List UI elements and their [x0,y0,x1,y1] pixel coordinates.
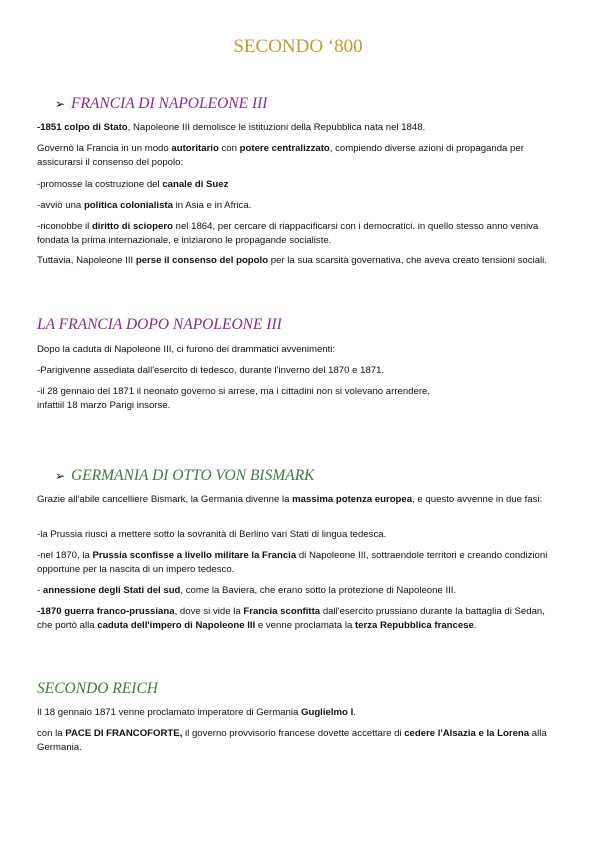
arrow-bullet-icon: ➢ [55,97,66,111]
heading-francia-napoleone: ➢ FRANCIA DI NAPOLEONE III [55,95,268,112]
paragraph: -1851 colpo di Stato, Napoleone III demolisce le istituzioni della Repubblica nata nel 1848. [37,122,426,133]
paragraph: -nel 1870, la Prussia sconfisse a livello militare la Francia di Napoleone III, sottraendole territori e creando condizioni opportune per la nascita di un impero tedesco. [37,550,548,575]
page-title: SECONDO ‘800 [233,36,363,57]
paragraph: -il 28 gennaio del 1871 il neonato governo si arrese, ma i cittadini non si volevano arrendere, infattiil 18 marzo Parigi insorse. [37,386,431,411]
paragraph: -la Prussia riuscì a mettere sotto la sovranità di Berlino vari Stati di lingua tedesca. [37,529,387,540]
arrow-bullet-icon: ➢ [55,469,66,483]
heading-germania-bismark: ➢ GERMANIA DI OTTO VON BISMARK [55,467,315,484]
paragraph: -Parigivenne assediata dall'esercito di tedesco, durante l'inverno del 1870 e 1871. [37,365,385,376]
paragraph: Dopo la caduta di Napoleone III, ci furono dei drammatici avvenimenti: [37,344,336,355]
paragraph: con la PACE DI FRANCOFORTE, il governo provvisorio francese dovette accettare di cedere l'Alsazia e la Lorena alla Germania. [37,728,547,753]
paragraph: Governò la Francia in un modo autoritario con potere centralizzato, compiendo diverse azioni di propaganda per assicurarsi il consenso del popolo: [37,143,524,168]
paragraph: - annessione degli Stati del sud, come la Baviera, che erano sotto la protezione di Napoleone III. [37,585,457,596]
paragraph: Grazie all'abile cancelliere Bismark, la Germania divenne la massima potenza europea, e questo avvenne in due fasi: [37,494,543,505]
heading-francia-dopo: LA FRANCIA DOPO NAPOLEONE III [37,316,282,333]
paragraph: -riconobbe il diritto di sciopero nel 1864, per cercare di riappacificarsi con i democratici. in quello stesso anno veniva fondata la prima internazionale, e iniziarono le propagande socialiste. [37,221,539,246]
heading-secondo-reich: SECONDO REICH [37,680,158,697]
paragraph: -avviò una politica colonialista in Asia e in Africa. [37,200,252,211]
paragraph: -promosse la costruzione del canale di Suez [37,179,229,190]
paragraph: Il 18 gennaio 1871 venne proclamato imperatore di Germania Guglielmo I. [37,707,356,718]
paragraph: -1870 guerra franco-prussiana, dove si vide la Francia sconfitta dall'esercito prussiano durante la battaglia di Sedan, che portò alla caduta dell'impero di Napoleone III e venne proclamata la terza Repubblica francese. [37,606,545,631]
paragraph: Tuttavia, Napoleone III perse il consenso del popolo per la sua scarsità governativa, che aveva creato tensioni sociali. [37,255,547,266]
